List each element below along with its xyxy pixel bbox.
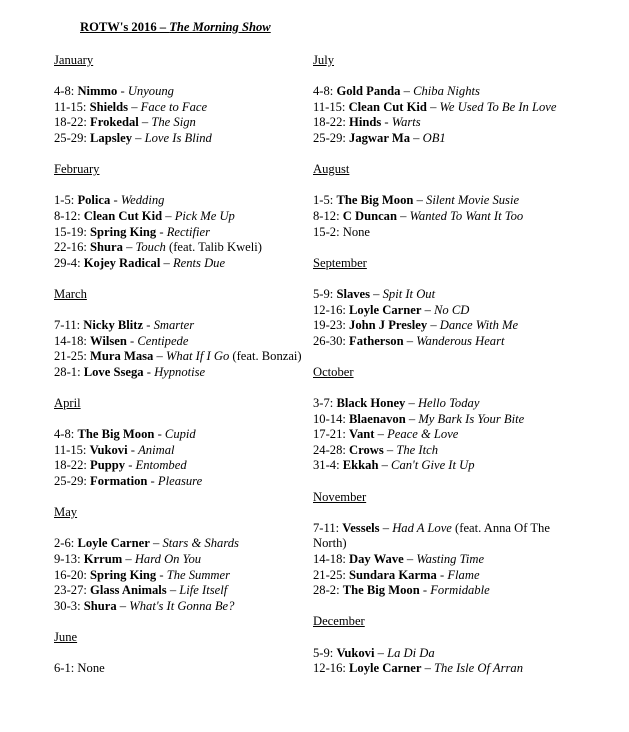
- entry-artist: Slaves: [336, 286, 371, 301]
- schedule-entry: [54, 240, 304, 256]
- entry-song: Flame: [447, 567, 480, 582]
- schedule-entry: [54, 474, 304, 490]
- entry-separator: –: [370, 286, 383, 301]
- entry-dates: 25-29:: [313, 130, 350, 145]
- month-block: [54, 53, 304, 147]
- entry-song: Entombed: [135, 458, 187, 473]
- entry-song: La Di Da: [387, 645, 435, 660]
- entry-dates: 30-3:: [54, 598, 84, 613]
- entry-artist: Polica: [77, 193, 111, 208]
- entry-artist: Lapsley: [90, 130, 133, 145]
- schedule-entry: [313, 303, 563, 319]
- schedule-entry: [54, 115, 304, 131]
- entry-artist: Clean Cut Kid: [348, 99, 427, 114]
- month-block: [54, 630, 304, 677]
- entry-song: What's It Gonna Be?: [129, 598, 235, 613]
- entry-artist: Shura: [83, 598, 117, 613]
- schedule-entry: [313, 318, 563, 334]
- entry-song: Wasting Time: [416, 552, 485, 566]
- entry-artist: Day Wave: [349, 552, 404, 566]
- entry-artist: Vukovi: [89, 442, 128, 457]
- schedule-entry: [54, 318, 304, 334]
- entry-song: Chiba Nights: [413, 84, 480, 99]
- entry-separator: –: [421, 302, 435, 317]
- month-heading: June: [54, 629, 78, 644]
- entry-song: Can't Give It Up: [391, 458, 475, 473]
- month-heading: August: [313, 162, 350, 177]
- entry-dates: 11-15:: [313, 99, 349, 114]
- entry-separator: –: [166, 583, 180, 598]
- entry-featuring: (feat. Talib Kweli): [165, 240, 262, 255]
- entry-artist: Jagwar Ma: [349, 130, 411, 145]
- entry-song: No CD: [434, 302, 470, 317]
- schedule-entry: [54, 583, 304, 599]
- entry-separator: –: [149, 536, 163, 551]
- entry-song: Cupid: [164, 427, 196, 442]
- entry-song: Unyoung: [127, 84, 174, 99]
- schedule-entry: [313, 115, 563, 131]
- entry-separator: –: [374, 645, 388, 660]
- entry-artist: Ekkah: [342, 458, 379, 473]
- entry-song: What If I Go: [165, 349, 230, 364]
- entry-artist: Loyle Carner: [77, 536, 150, 551]
- schedule-entry: [313, 100, 563, 116]
- entry-dates: 29-4:: [54, 255, 84, 270]
- entry-separator: –: [128, 99, 141, 114]
- entry-dates: 7-11:: [313, 520, 343, 535]
- schedule-entry: [313, 552, 563, 568]
- month-heading: February: [54, 162, 100, 177]
- month-heading: March: [54, 286, 87, 301]
- month-block: [313, 53, 563, 147]
- entry-separator: –: [116, 598, 130, 613]
- entry-separator: –: [153, 349, 166, 364]
- entry-separator: -: [156, 224, 167, 239]
- entry-artist: Formation: [90, 474, 148, 489]
- entry-dates: 6-1: None: [54, 661, 105, 676]
- entry-dates: 5-9:: [313, 645, 337, 660]
- month-block: [54, 287, 304, 381]
- month-heading: November: [313, 489, 367, 504]
- entry-separator: -: [125, 458, 136, 473]
- entry-dates: 1-5:: [54, 193, 78, 208]
- entry-song: The Sign: [151, 115, 196, 130]
- entry-artist: Puppy: [90, 458, 126, 473]
- entry-song: Wedding: [120, 193, 165, 208]
- entry-dates: 12-16:: [313, 661, 350, 676]
- entry-separator: –: [132, 130, 145, 145]
- schedule-entry: [54, 334, 304, 350]
- entry-dates: 24-28:: [313, 442, 350, 457]
- entry-song: Rectifier: [166, 224, 211, 239]
- entry-separator: -: [156, 567, 167, 582]
- schedule-entry: [313, 661, 563, 677]
- entry-featuring: (feat. Anna Of The North): [313, 520, 550, 551]
- entry-artist: Spring King: [90, 224, 157, 239]
- entry-separator: -: [381, 115, 392, 130]
- entry-dates: 18-22:: [313, 115, 350, 130]
- entry-artist: C Duncan: [342, 208, 397, 223]
- entry-separator: –: [374, 427, 388, 442]
- schedule-entry: [54, 193, 304, 209]
- entry-dates: 31-4:: [313, 458, 343, 473]
- entry-song: Dance With Me: [439, 318, 519, 333]
- entry-song: Had A Love: [392, 520, 452, 535]
- schedule-entry: [54, 256, 304, 272]
- entry-song: The Summer: [166, 567, 231, 582]
- entry-song: Hello Today: [417, 396, 480, 411]
- schedule-entry: [54, 131, 304, 147]
- entry-song: Centipede: [137, 333, 189, 348]
- title-prefix: ROTW's 2016 –: [80, 20, 170, 34]
- entry-dates: 12-16:: [313, 302, 350, 317]
- entry-separator: –: [427, 318, 440, 333]
- page-title: [80, 20, 271, 36]
- month-heading: January: [54, 53, 94, 67]
- entry-dates: 4-8:: [54, 427, 78, 442]
- entry-dates: 16-20:: [54, 567, 91, 582]
- entry-dates: 4-8:: [54, 84, 78, 99]
- entry-separator: –: [403, 333, 417, 348]
- entry-artist: Nicky Blitz: [83, 318, 144, 333]
- entry-separator: -: [436, 567, 448, 582]
- schedule-entry: [313, 412, 563, 428]
- entry-song: Wanderous Heart: [416, 333, 505, 348]
- entry-dates: 9-13:: [54, 552, 84, 566]
- schedule-entry: [54, 536, 304, 552]
- entry-song: My Bark Is Your Bite: [418, 411, 525, 426]
- entry-song: The Itch: [396, 442, 438, 457]
- entry-dates: 21-25:: [313, 567, 350, 582]
- entry-dates: 11-15:: [54, 442, 90, 457]
- entry-artist: Vessels: [342, 520, 380, 535]
- entry-dates: 7-11:: [54, 318, 84, 333]
- entry-song: Smarter: [153, 318, 195, 333]
- entry-artist: Frokedal: [90, 115, 139, 130]
- entry-artist: Clean Cut Kid: [83, 208, 163, 223]
- entry-dates: 19-23:: [313, 318, 350, 333]
- schedule-entry: [54, 661, 304, 677]
- month-block: [313, 614, 563, 676]
- month-block: [54, 396, 304, 490]
- entry-artist: Nimmo: [77, 84, 118, 99]
- entry-separator: –: [396, 208, 410, 223]
- schedule-entry: [313, 131, 563, 147]
- entry-song: Spit It Out: [382, 286, 436, 301]
- entry-artist: Mura Masa: [90, 349, 154, 364]
- entry-song: The Isle Of Arran: [434, 661, 524, 676]
- schedule-entry: [54, 100, 304, 116]
- schedule-entry: [54, 568, 304, 584]
- schedule-entry: [54, 599, 304, 615]
- entry-song: Silent Movie Susie: [426, 193, 520, 208]
- entry-dates: 14-18:: [313, 552, 350, 566]
- entry-dates: 11-15:: [54, 99, 90, 114]
- schedule-entry: [313, 443, 563, 459]
- month-block: [54, 505, 304, 614]
- month-block: [313, 490, 563, 599]
- entry-separator: –: [160, 255, 173, 270]
- entry-separator: –: [410, 130, 423, 145]
- schedule-entry: [313, 193, 563, 209]
- entry-dates: 25-29:: [54, 474, 91, 489]
- entry-song: Face to Face: [140, 99, 208, 114]
- month-heading: October: [313, 364, 354, 379]
- entry-separator: –: [138, 115, 152, 130]
- entry-separator: –: [421, 661, 435, 676]
- entry-artist: Black Honey: [336, 396, 406, 411]
- schedule-entry: [313, 458, 563, 474]
- entry-song: Warts: [391, 115, 421, 130]
- entry-dates: 15-19:: [54, 224, 91, 239]
- schedule-entry: [54, 349, 304, 365]
- entry-song: Pleasure: [157, 474, 203, 489]
- entry-separator: –: [383, 442, 397, 457]
- entry-song: Wanted To Want It Too: [409, 208, 524, 223]
- schedule-entry: [54, 365, 304, 381]
- entry-separator: –: [405, 396, 418, 411]
- entry-separator: -: [117, 84, 128, 99]
- entry-song: OB1: [422, 130, 446, 145]
- schedule-entry: [313, 568, 563, 584]
- schedule-entry: [54, 552, 304, 568]
- month-heading: May: [54, 505, 78, 520]
- entry-song: We Used To Be In Love: [439, 99, 557, 114]
- entry-separator: -: [110, 193, 121, 208]
- entry-dates: 18-22:: [54, 458, 91, 473]
- entry-song: Hypnotise: [154, 364, 206, 379]
- entry-dates: 4-8:: [313, 84, 337, 99]
- entry-artist: The Big Moon: [342, 583, 420, 598]
- entry-artist: Loyle Carner: [349, 661, 422, 676]
- entry-artist: Crows: [349, 442, 384, 457]
- schedule-entry: [313, 225, 563, 241]
- entry-dates: 14-18:: [54, 333, 91, 348]
- entry-separator: -: [143, 364, 155, 379]
- entry-separator: –: [379, 520, 393, 535]
- entry-dates: 1-5:: [313, 193, 337, 208]
- entry-artist: The Big Moon: [77, 427, 155, 442]
- entry-dates: 28-1:: [54, 364, 84, 379]
- entry-artist: John J Presley: [349, 318, 428, 333]
- entry-artist: Blaenavon: [349, 411, 406, 426]
- schedule-entry: [313, 287, 563, 303]
- entry-dates: 28-2:: [313, 583, 343, 598]
- entry-artist: Kojey Radical: [83, 255, 161, 270]
- entry-separator: –: [122, 552, 135, 566]
- entry-separator: –: [403, 552, 417, 566]
- entry-artist: Wilsen: [90, 333, 127, 348]
- entry-dates: 10-14:: [313, 411, 350, 426]
- month-block: [313, 365, 563, 474]
- month-heading: September: [313, 255, 367, 270]
- entry-song: Animal: [138, 442, 175, 457]
- entry-separator: –: [405, 411, 419, 426]
- entry-song: Life Itself: [179, 583, 228, 598]
- entry-artist: Gold Panda: [336, 84, 401, 99]
- entry-dates: 15-2: None: [313, 224, 371, 239]
- entry-artist: The Big Moon: [336, 193, 414, 208]
- schedule-entry: [313, 646, 563, 662]
- entry-song: Love Is Blind: [144, 130, 212, 145]
- entry-dates: 21-25:: [54, 349, 91, 364]
- entry-separator: –: [426, 99, 440, 114]
- entry-artist: Love Ssega: [83, 364, 144, 379]
- schedule-entry: [313, 396, 563, 412]
- entry-separator: –: [122, 240, 136, 255]
- schedule-entry: [54, 225, 304, 241]
- right-column: [313, 53, 563, 692]
- entry-dates: 8-12:: [313, 208, 343, 223]
- entry-separator: -: [127, 442, 139, 457]
- schedule-entry: [54, 427, 304, 443]
- schedule-entry: [54, 458, 304, 474]
- entry-separator: –: [413, 193, 427, 208]
- entry-dates: 22-16:: [54, 240, 91, 255]
- entry-dates: 8-12:: [54, 208, 84, 223]
- entry-song: Touch: [135, 240, 166, 255]
- schedule-entry: [313, 84, 563, 100]
- month-block: [54, 162, 304, 271]
- month-block: [313, 162, 563, 240]
- entry-artist: Fatherson: [349, 333, 404, 348]
- entry-separator: –: [378, 458, 392, 473]
- entry-dates: 25-29:: [54, 130, 91, 145]
- month-heading: July: [313, 53, 334, 67]
- schedule-entry: [313, 334, 563, 350]
- schedule-entry: [54, 84, 304, 100]
- month-block: [313, 256, 563, 350]
- entry-featuring: (feat. Bonzai): [229, 349, 302, 364]
- entry-separator: -: [143, 318, 154, 333]
- entry-artist: Spring King: [90, 567, 157, 582]
- entry-artist: Loyle Carner: [349, 302, 422, 317]
- entry-dates: 26-30:: [313, 333, 350, 348]
- entry-artist: Sundara Karma: [349, 567, 437, 582]
- entry-separator: -: [419, 583, 431, 598]
- entry-artist: Shields: [89, 99, 129, 114]
- entry-song: Hard On You: [134, 552, 202, 566]
- schedule-entry: [313, 427, 563, 443]
- entry-dates: 18-22:: [54, 115, 91, 130]
- entry-song: Formidable: [430, 583, 490, 598]
- schedule-entry: [54, 443, 304, 459]
- schedule-entry: [54, 209, 304, 225]
- entry-artist: Glass Animals: [90, 583, 167, 598]
- month-heading: December: [313, 614, 365, 629]
- entry-separator: –: [162, 208, 175, 223]
- entry-artist: Hinds: [349, 115, 382, 130]
- schedule-entry: [313, 583, 563, 599]
- entry-separator: -: [126, 333, 138, 348]
- entry-artist: Krrum: [83, 552, 123, 566]
- title-show-name: The Morning Show: [169, 20, 271, 34]
- entry-song: Stars & Shards: [162, 536, 239, 551]
- entry-dates: 17-21:: [313, 427, 350, 442]
- entry-dates: 23-27:: [54, 583, 91, 598]
- entry-artist: Shura: [90, 240, 123, 255]
- entry-dates: 5-9:: [313, 286, 337, 301]
- left-column: [54, 53, 304, 692]
- schedule-entry: [313, 209, 563, 225]
- schedule-entry: [313, 521, 563, 552]
- entry-artist: Vukovi: [336, 645, 375, 660]
- month-heading: April: [54, 396, 81, 411]
- entry-artist: Vant: [349, 427, 375, 442]
- entry-song: Pick Me Up: [174, 208, 235, 223]
- entry-separator: -: [154, 427, 165, 442]
- entry-dates: 2-6:: [54, 536, 78, 551]
- entry-separator: -: [147, 474, 158, 489]
- entry-separator: –: [400, 84, 414, 99]
- entry-dates: 3-7:: [313, 396, 337, 411]
- entry-song: Peace & Love: [387, 427, 459, 442]
- entry-song: Rents Due: [172, 255, 226, 270]
